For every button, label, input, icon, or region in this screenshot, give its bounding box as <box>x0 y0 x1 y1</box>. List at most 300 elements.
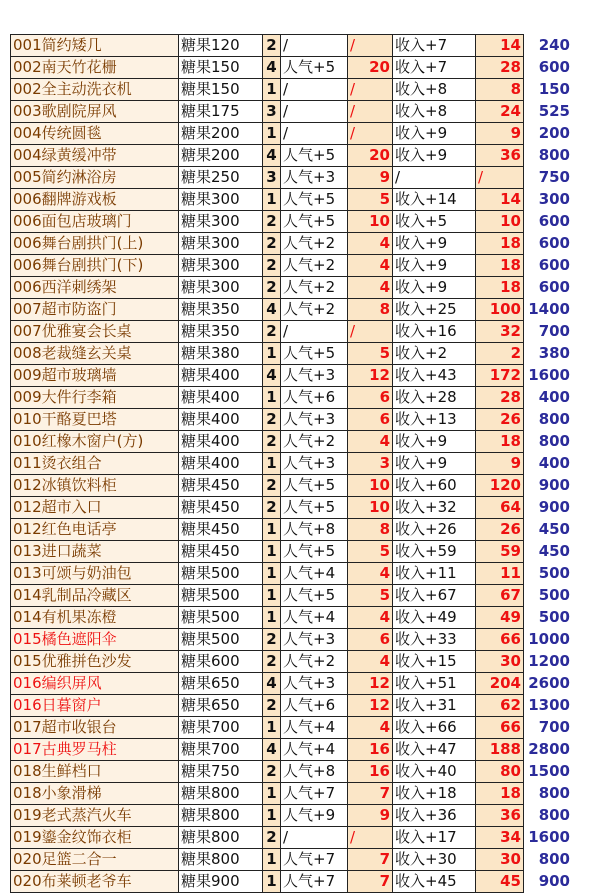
level-cell: 4 <box>263 365 281 387</box>
popularity-value-cell: 3 <box>348 453 393 475</box>
item-name-cell: 013进口蔬菜 <box>11 541 179 563</box>
total-cell: 400 <box>524 387 573 409</box>
total-cell: 1400 <box>524 299 573 321</box>
cost-cell: 糖果300 <box>179 233 263 255</box>
cost-cell: 糖果380 <box>179 343 263 365</box>
level-cell: 1 <box>263 871 281 893</box>
income-value-cell: 67 <box>476 585 524 607</box>
income-value-cell: 9 <box>476 453 524 475</box>
table-row <box>11 35 573 57</box>
total-cell: 380 <box>524 343 573 365</box>
cost-cell: 糖果350 <box>179 321 263 343</box>
cost-cell: 糖果200 <box>179 123 263 145</box>
table-row <box>11 695 573 717</box>
popularity-value-cell: 9 <box>348 167 393 189</box>
item-name-cell: 001简约矮几 <box>11 35 179 57</box>
cost-cell: 糖果650 <box>179 695 263 717</box>
popularity-cell: 人气+3 <box>281 167 348 189</box>
table-row <box>11 761 573 783</box>
table-row <box>11 475 573 497</box>
popularity-cell: 人气+5 <box>281 541 348 563</box>
popularity-cell: / <box>281 101 348 123</box>
cost-cell: 糖果650 <box>179 673 263 695</box>
table-row <box>11 79 573 101</box>
cost-cell: 糖果800 <box>179 849 263 871</box>
popularity-value-cell: 5 <box>348 189 393 211</box>
level-cell: 4 <box>263 673 281 695</box>
item-name-cell: 006翻牌游戏板 <box>11 189 179 211</box>
item-name-cell: 012超市入口 <box>11 497 179 519</box>
table-row <box>11 805 573 827</box>
level-cell: 2 <box>263 431 281 453</box>
income-value-cell: 62 <box>476 695 524 717</box>
total-cell: 900 <box>524 871 573 893</box>
income-cell: 收入+49 <box>393 607 476 629</box>
table-row <box>11 145 573 167</box>
cost-cell: 糖果300 <box>179 211 263 233</box>
popularity-value-cell: 5 <box>348 585 393 607</box>
level-cell: 1 <box>263 783 281 805</box>
cost-cell: 糖果500 <box>179 607 263 629</box>
item-name-cell: 016编织屏风 <box>11 673 179 695</box>
cost-cell: 糖果700 <box>179 739 263 761</box>
popularity-cell: / <box>281 123 348 145</box>
income-cell: 收入+2 <box>393 343 476 365</box>
income-value-cell: 10 <box>476 211 524 233</box>
popularity-cell: 人气+8 <box>281 519 348 541</box>
popularity-value-cell: 4 <box>348 563 393 585</box>
item-name-cell: 007优雅宴会长桌 <box>11 321 179 343</box>
level-cell: 2 <box>263 409 281 431</box>
level-cell: 2 <box>263 255 281 277</box>
income-value-cell: 204 <box>476 673 524 695</box>
popularity-value-cell: 4 <box>348 255 393 277</box>
popularity-value-cell: 7 <box>348 849 393 871</box>
item-name-cell: 015橘色遮阳伞 <box>11 629 179 651</box>
total-cell: 900 <box>524 475 573 497</box>
income-value-cell: 18 <box>476 277 524 299</box>
popularity-cell: / <box>281 35 348 57</box>
income-value-cell: 66 <box>476 717 524 739</box>
total-cell: 150 <box>524 79 573 101</box>
table-row <box>11 849 573 871</box>
income-cell: 收入+16 <box>393 321 476 343</box>
level-cell: 2 <box>263 629 281 651</box>
table-row <box>11 827 573 849</box>
table-row <box>11 585 573 607</box>
cost-cell: 糖果150 <box>179 57 263 79</box>
total-cell: 1500 <box>524 761 573 783</box>
popularity-cell: 人气+3 <box>281 409 348 431</box>
popularity-value-cell: 20 <box>348 145 393 167</box>
table-row <box>11 629 573 651</box>
popularity-value-cell: 4 <box>348 277 393 299</box>
popularity-value-cell: 12 <box>348 365 393 387</box>
total-cell: 800 <box>524 431 573 453</box>
popularity-cell: 人气+7 <box>281 871 348 893</box>
total-cell: 500 <box>524 585 573 607</box>
level-cell: 2 <box>263 475 281 497</box>
table-row <box>11 101 573 123</box>
income-value-cell: 30 <box>476 651 524 673</box>
total-cell: 1200 <box>524 651 573 673</box>
popularity-cell: / <box>281 79 348 101</box>
popularity-cell: 人气+3 <box>281 629 348 651</box>
popularity-value-cell: 4 <box>348 233 393 255</box>
level-cell: 4 <box>263 57 281 79</box>
item-name-cell: 006西洋刺绣架 <box>11 277 179 299</box>
total-cell: 600 <box>524 211 573 233</box>
income-value-cell: 32 <box>476 321 524 343</box>
level-cell: 2 <box>263 35 281 57</box>
item-name-cell: 019老式蒸汽火车 <box>11 805 179 827</box>
furniture-table <box>10 34 572 893</box>
income-value-cell: 59 <box>476 541 524 563</box>
popularity-value-cell: 10 <box>348 211 393 233</box>
income-cell: 收入+15 <box>393 651 476 673</box>
income-cell: 收入+33 <box>393 629 476 651</box>
income-value-cell: 26 <box>476 519 524 541</box>
income-cell: 收入+9 <box>393 431 476 453</box>
popularity-cell: 人气+2 <box>281 277 348 299</box>
level-cell: 2 <box>263 277 281 299</box>
total-cell: 800 <box>524 805 573 827</box>
table-row <box>11 233 573 255</box>
popularity-value-cell: 16 <box>348 761 393 783</box>
popularity-cell: 人气+5 <box>281 211 348 233</box>
item-name-cell: 003歌剧院屏风 <box>11 101 179 123</box>
popularity-value-cell: / <box>348 123 393 145</box>
table-row <box>11 365 573 387</box>
level-cell: 3 <box>263 167 281 189</box>
popularity-cell: 人气+6 <box>281 387 348 409</box>
income-cell: 收入+14 <box>393 189 476 211</box>
income-cell: 收入+31 <box>393 695 476 717</box>
income-cell: 收入+45 <box>393 871 476 893</box>
item-name-cell: 010干酪夏巴塔 <box>11 409 179 431</box>
popularity-cell: 人气+4 <box>281 739 348 761</box>
item-name-cell: 007超市防盗门 <box>11 299 179 321</box>
level-cell: 1 <box>263 563 281 585</box>
level-cell: 1 <box>263 805 281 827</box>
total-cell: 240 <box>524 35 573 57</box>
income-value-cell: 18 <box>476 431 524 453</box>
popularity-value-cell: / <box>348 35 393 57</box>
cost-cell: 糖果175 <box>179 101 263 123</box>
popularity-cell: / <box>281 827 348 849</box>
income-value-cell: 188 <box>476 739 524 761</box>
table-row <box>11 607 573 629</box>
income-cell: 收入+18 <box>393 783 476 805</box>
income-value-cell: 36 <box>476 145 524 167</box>
total-cell: 600 <box>524 277 573 299</box>
cost-cell: 糖果500 <box>179 585 263 607</box>
cost-cell: 糖果500 <box>179 563 263 585</box>
income-value-cell: 36 <box>476 805 524 827</box>
item-name-cell: 017古典罗马柱 <box>11 739 179 761</box>
popularity-value-cell: / <box>348 101 393 123</box>
income-value-cell: 24 <box>476 101 524 123</box>
cost-cell: 糖果800 <box>179 805 263 827</box>
income-value-cell: 26 <box>476 409 524 431</box>
popularity-cell: 人气+5 <box>281 497 348 519</box>
total-cell: 800 <box>524 145 573 167</box>
income-value-cell: 2 <box>476 343 524 365</box>
popularity-cell: 人气+2 <box>281 299 348 321</box>
level-cell: 2 <box>263 827 281 849</box>
popularity-value-cell: 5 <box>348 343 393 365</box>
level-cell: 1 <box>263 189 281 211</box>
item-name-cell: 008老裁缝玄关桌 <box>11 343 179 365</box>
table-row <box>11 651 573 673</box>
table-row <box>11 431 573 453</box>
table-row <box>11 189 573 211</box>
income-cell: 收入+36 <box>393 805 476 827</box>
cost-cell: 糖果300 <box>179 255 263 277</box>
income-value-cell: 45 <box>476 871 524 893</box>
income-cell: 收入+28 <box>393 387 476 409</box>
income-cell: 收入+26 <box>393 519 476 541</box>
income-cell: 收入+9 <box>393 233 476 255</box>
income-value-cell: 28 <box>476 57 524 79</box>
income-value-cell: 8 <box>476 79 524 101</box>
income-value-cell: 18 <box>476 233 524 255</box>
income-value-cell: 18 <box>476 783 524 805</box>
total-cell: 525 <box>524 101 573 123</box>
cost-cell: 糖果450 <box>179 497 263 519</box>
popularity-value-cell: 12 <box>348 695 393 717</box>
cost-cell: 糖果200 <box>179 145 263 167</box>
item-name-cell: 002南天竹花栅 <box>11 57 179 79</box>
popularity-cell: 人气+6 <box>281 695 348 717</box>
income-cell: 收入+59 <box>393 541 476 563</box>
item-name-cell: 011烫衣组合 <box>11 453 179 475</box>
table-row <box>11 739 573 761</box>
table-row <box>11 519 573 541</box>
total-cell: 750 <box>524 167 573 189</box>
level-cell: 2 <box>263 233 281 255</box>
popularity-cell: 人气+5 <box>281 343 348 365</box>
popularity-cell: 人气+4 <box>281 563 348 585</box>
item-name-cell: 013可颂与奶油包 <box>11 563 179 585</box>
table-row <box>11 167 573 189</box>
total-cell: 800 <box>524 783 573 805</box>
item-name-cell: 014乳制品冷藏区 <box>11 585 179 607</box>
popularity-cell: 人气+2 <box>281 431 348 453</box>
total-cell: 700 <box>524 717 573 739</box>
cost-cell: 糖果700 <box>179 717 263 739</box>
total-cell: 800 <box>524 849 573 871</box>
total-cell: 1000 <box>524 629 573 651</box>
income-cell: 收入+13 <box>393 409 476 431</box>
level-cell: 1 <box>263 849 281 871</box>
income-value-cell: 49 <box>476 607 524 629</box>
income-value-cell: 14 <box>476 35 524 57</box>
table-row <box>11 211 573 233</box>
table-row <box>11 541 573 563</box>
popularity-value-cell: / <box>348 827 393 849</box>
income-cell: / <box>393 167 476 189</box>
level-cell: 1 <box>263 717 281 739</box>
popularity-value-cell: 6 <box>348 629 393 651</box>
popularity-cell: 人气+4 <box>281 607 348 629</box>
total-cell: 800 <box>524 409 573 431</box>
popularity-cell: 人气+9 <box>281 805 348 827</box>
level-cell: 4 <box>263 145 281 167</box>
income-cell: 收入+7 <box>393 35 476 57</box>
level-cell: 4 <box>263 739 281 761</box>
level-cell: 1 <box>263 453 281 475</box>
popularity-cell: 人气+4 <box>281 717 348 739</box>
total-cell: 1600 <box>524 365 573 387</box>
cost-cell: 糖果500 <box>179 629 263 651</box>
total-cell: 500 <box>524 607 573 629</box>
popularity-value-cell: 7 <box>348 783 393 805</box>
popularity-value-cell: 5 <box>348 541 393 563</box>
popularity-cell: 人气+7 <box>281 849 348 871</box>
cost-cell: 糖果900 <box>179 871 263 893</box>
income-cell: 收入+5 <box>393 211 476 233</box>
popularity-cell: 人气+5 <box>281 189 348 211</box>
total-cell: 700 <box>524 321 573 343</box>
table-row <box>11 277 573 299</box>
popularity-value-cell: / <box>348 79 393 101</box>
table-row <box>11 783 573 805</box>
total-cell: 450 <box>524 519 573 541</box>
table-row <box>11 299 573 321</box>
total-cell: 900 <box>524 497 573 519</box>
total-cell: 500 <box>524 563 573 585</box>
income-cell: 收入+7 <box>393 57 476 79</box>
table-row <box>11 673 573 695</box>
popularity-cell: 人气+3 <box>281 453 348 475</box>
popularity-value-cell: 8 <box>348 299 393 321</box>
table-row <box>11 123 573 145</box>
total-cell: 300 <box>524 189 573 211</box>
cost-cell: 糖果750 <box>179 761 263 783</box>
popularity-value-cell: 6 <box>348 409 393 431</box>
income-cell: 收入+47 <box>393 739 476 761</box>
level-cell: 1 <box>263 607 281 629</box>
income-cell: 收入+43 <box>393 365 476 387</box>
total-cell: 2800 <box>524 739 573 761</box>
income-cell: 收入+51 <box>393 673 476 695</box>
popularity-cell: 人气+2 <box>281 233 348 255</box>
income-value-cell: 30 <box>476 849 524 871</box>
income-value-cell: / <box>476 167 524 189</box>
popularity-cell: 人气+2 <box>281 255 348 277</box>
income-cell: 收入+9 <box>393 453 476 475</box>
cost-cell: 糖果800 <box>179 827 263 849</box>
income-cell: 收入+11 <box>393 563 476 585</box>
table-row <box>11 255 573 277</box>
item-name-cell: 012冰镇饮料柜 <box>11 475 179 497</box>
item-name-cell: 009大件行李箱 <box>11 387 179 409</box>
popularity-value-cell: 4 <box>348 717 393 739</box>
popularity-value-cell: 4 <box>348 431 393 453</box>
item-name-cell: 006舞台剧拱门(下) <box>11 255 179 277</box>
level-cell: 1 <box>263 343 281 365</box>
table-row <box>11 453 573 475</box>
popularity-value-cell: 16 <box>348 739 393 761</box>
popularity-cell: 人气+5 <box>281 585 348 607</box>
cost-cell: 糖果300 <box>179 277 263 299</box>
table-row <box>11 57 573 79</box>
table-row <box>11 563 573 585</box>
income-value-cell: 9 <box>476 123 524 145</box>
cost-cell: 糖果300 <box>179 189 263 211</box>
cost-cell: 糖果450 <box>179 475 263 497</box>
cost-cell: 糖果800 <box>179 783 263 805</box>
cost-cell: 糖果350 <box>179 299 263 321</box>
table-row <box>11 343 573 365</box>
level-cell: 2 <box>263 761 281 783</box>
total-cell: 600 <box>524 233 573 255</box>
popularity-value-cell: 7 <box>348 871 393 893</box>
income-value-cell: 100 <box>476 299 524 321</box>
income-cell: 收入+8 <box>393 79 476 101</box>
table-row <box>11 717 573 739</box>
level-cell: 2 <box>263 651 281 673</box>
cost-cell: 糖果450 <box>179 541 263 563</box>
popularity-value-cell: 4 <box>348 651 393 673</box>
income-value-cell: 28 <box>476 387 524 409</box>
popularity-value-cell: / <box>348 321 393 343</box>
popularity-value-cell: 8 <box>348 519 393 541</box>
item-name-cell: 006舞台剧拱门(上) <box>11 233 179 255</box>
cost-cell: 糖果400 <box>179 453 263 475</box>
popularity-value-cell: 20 <box>348 57 393 79</box>
item-name-cell: 012红色电话亭 <box>11 519 179 541</box>
item-name-cell: 015优雅拼色沙发 <box>11 651 179 673</box>
popularity-cell: 人气+5 <box>281 57 348 79</box>
cost-cell: 糖果150 <box>179 79 263 101</box>
table-row <box>11 321 573 343</box>
cost-cell: 糖果400 <box>179 365 263 387</box>
income-cell: 收入+66 <box>393 717 476 739</box>
level-cell: 1 <box>263 585 281 607</box>
income-cell: 收入+9 <box>393 255 476 277</box>
level-cell: 1 <box>263 541 281 563</box>
level-cell: 1 <box>263 387 281 409</box>
item-name-cell: 018生鲜档口 <box>11 761 179 783</box>
table-row <box>11 497 573 519</box>
income-cell: 收入+9 <box>393 277 476 299</box>
popularity-cell: 人气+2 <box>281 651 348 673</box>
item-name-cell: 014有机果冻橙 <box>11 607 179 629</box>
item-name-cell: 005简约淋浴房 <box>11 167 179 189</box>
level-cell: 2 <box>263 497 281 519</box>
income-value-cell: 34 <box>476 827 524 849</box>
income-cell: 收入+9 <box>393 123 476 145</box>
cost-cell: 糖果250 <box>179 167 263 189</box>
popularity-value-cell: 10 <box>348 497 393 519</box>
level-cell: 4 <box>263 299 281 321</box>
income-cell: 收入+40 <box>393 761 476 783</box>
popularity-value-cell: 6 <box>348 387 393 409</box>
level-cell: 3 <box>263 101 281 123</box>
item-name-cell: 020布莱顿老爷车 <box>11 871 179 893</box>
popularity-cell: 人气+7 <box>281 783 348 805</box>
popularity-cell: 人气+5 <box>281 145 348 167</box>
income-value-cell: 80 <box>476 761 524 783</box>
total-cell: 600 <box>524 255 573 277</box>
item-name-cell: 018小象滑梯 <box>11 783 179 805</box>
popularity-value-cell: 12 <box>348 673 393 695</box>
popularity-cell: 人气+3 <box>281 365 348 387</box>
income-value-cell: 14 <box>476 189 524 211</box>
item-name-cell: 017超市收银台 <box>11 717 179 739</box>
